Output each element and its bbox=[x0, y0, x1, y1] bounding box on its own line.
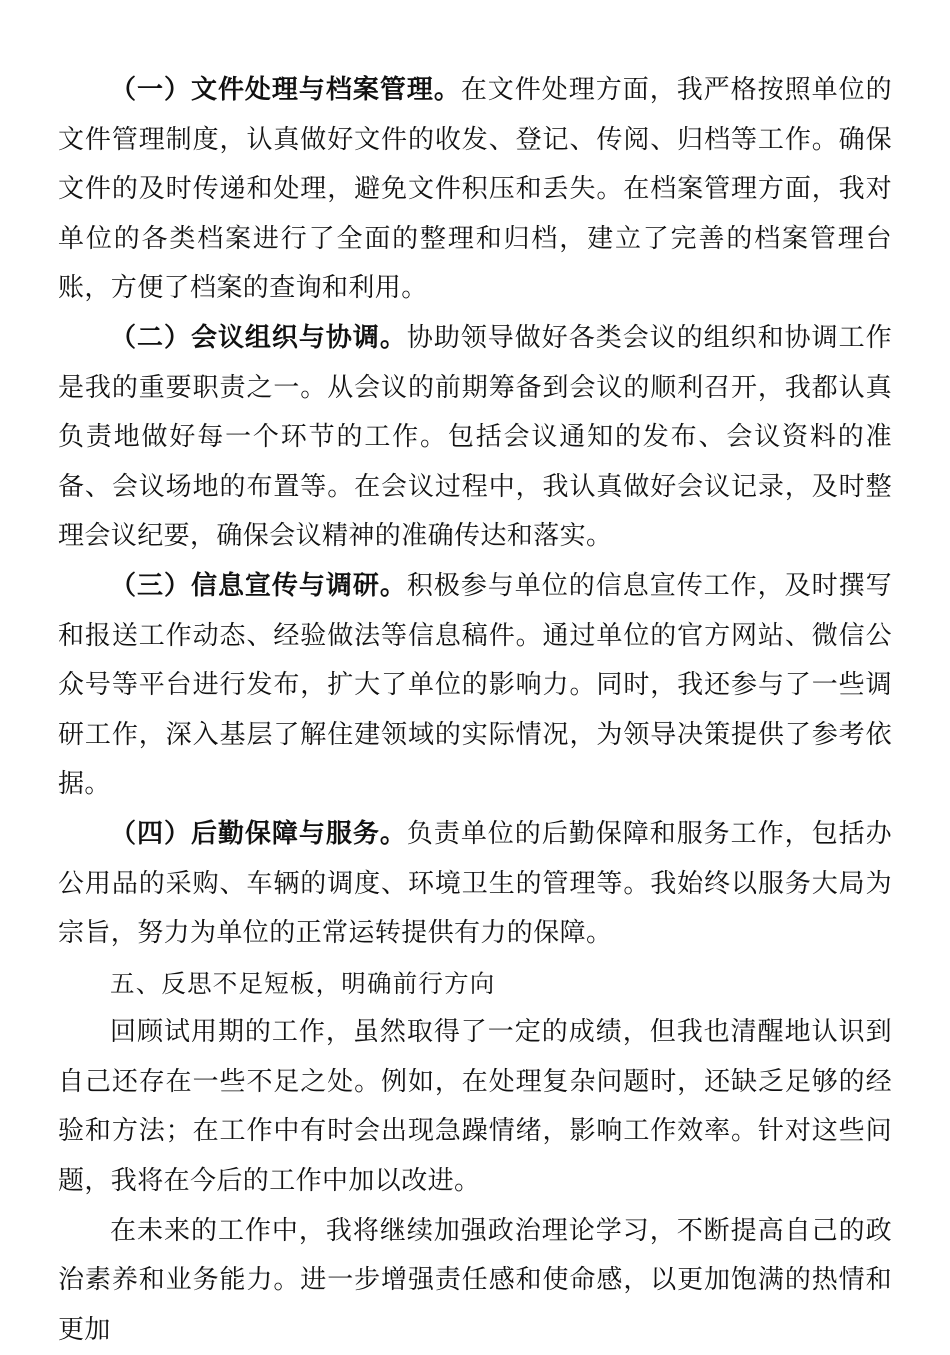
paragraph-lead-file-archive: （一）文件处理与档案管理。 bbox=[110, 75, 461, 105]
paragraph-body-logistics: 负责单位的后勤保障和服务工作，包括办公用品的采购、车辆的调度、环境卫生的管理等。我始终以服务大局为宗旨，努力为单位的正常运转提供有力的保障。 bbox=[58, 818, 892, 949]
paragraph-logistics bbox=[58, 810, 892, 959]
paragraph-body-file-archive: 在文件处理方面，我严格按照单位的文件管理制度，认真做好文件的收发、登记、传阅、归档等工作。确保文件的及时传递和处理，避免文件积压和丢失。在档案管理方面，我对单位的各类档案进行了全面的整理和归档，建立了完善的档案管理台账，方便了档案的查询和利用。 bbox=[58, 75, 892, 304]
paragraph-file-archive bbox=[58, 66, 892, 314]
paragraph-lead-logistics: （四）后勤保障与服务。 bbox=[110, 818, 407, 849]
paragraph-reflection: 回顾试用期的工作，虽然取得了一定的成绩，但我也清醒地认识到自己还存在一些不足之处。例如，在处理复杂问题时，还缺乏足够的经验和方法；在工作中有时会出现急躁情绪，影响工作效率。针对这些问题，我将在今后的工作中加以改进。 bbox=[58, 1017, 892, 1197]
paragraph-lead-publicity: （三）信息宣传与调研。 bbox=[110, 570, 407, 601]
paragraph-publicity bbox=[58, 562, 892, 810]
paragraph-body-meeting: 协助领导做好各类会议的组织和协调工作是我的重要职责之一。从会议的前期筹备到会议的顺利召开，我都认真负责地做好每一个环节的工作。包括会议通知的发布、会议资料的准备、会议场地的布置等。在会议过程中，我认真做好会议记录，及时整理会议纪要，确保会议精神的准确传达和落实。 bbox=[58, 322, 892, 552]
paragraph-meeting bbox=[58, 314, 892, 562]
paragraph-lead-meeting: （二）会议组织与协调。 bbox=[110, 322, 407, 353]
section-heading: 五、反思不足短板，明确前行方向 bbox=[110, 968, 496, 998]
paragraph-future: 在未来的工作中，我将继续加强政治理论学习，不断提高自己的政治素养和业务能力。进一步增强责任感和使命感，以更加饱满的热情和更加 bbox=[58, 1215, 892, 1345]
paragraph-body-publicity: 积极参与单位的信息宣传工作，及时撰写和报送工作动态、经验做法等信息稿件。通过单位的官方网站、微信公众号等平台进行发布，扩大了单位的影响力。同时，我还参与了一些调研工作，深入基层了解住建领域的实际情况，为领导决策提供了参考依据。 bbox=[58, 570, 892, 800]
document-page bbox=[58, 66, 892, 1355]
